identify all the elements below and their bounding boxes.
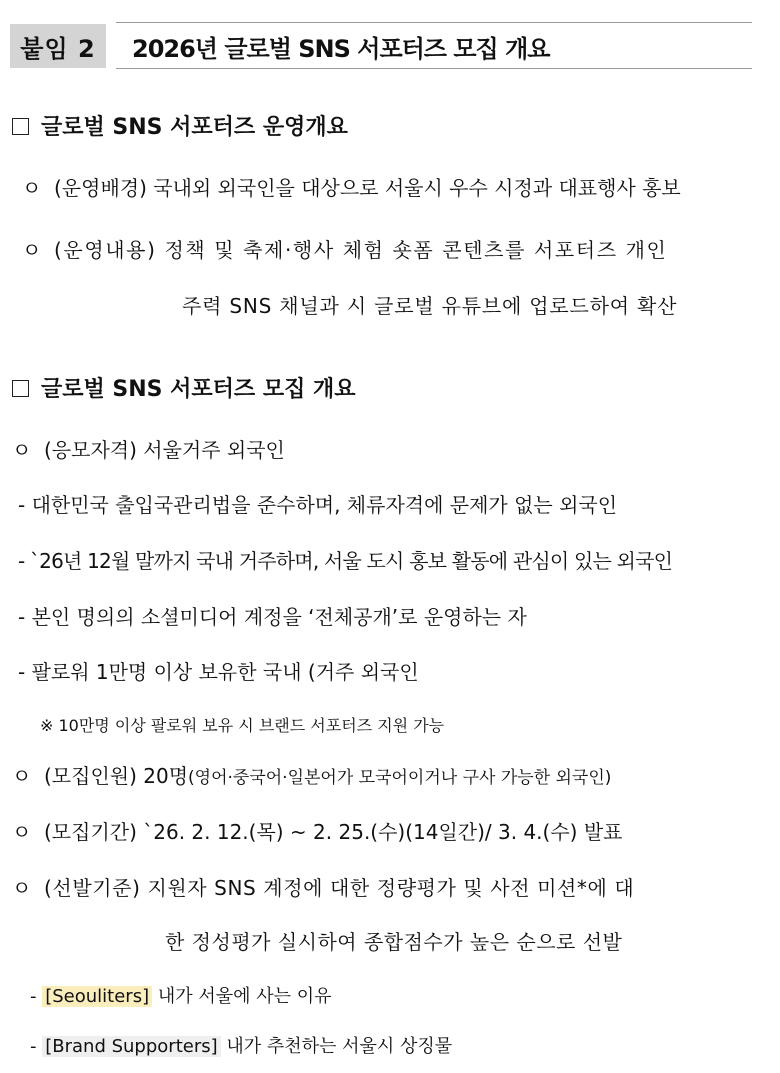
document-header <box>10 22 752 70</box>
operation-content-continued: 주력 SNS 채널과 시 글로벌 유튜브에 업로드하여 확산 <box>182 294 678 318</box>
document-title: 2026년 글로벌 SNS 서포터즈 모집 개요 <box>132 34 550 63</box>
section-heading-recruitment: 글로벌 SNS 서포터즈 모집 개요 <box>12 372 356 403</box>
mission-brand-supporters: - [Brand Supporters] 내가 추천하는 서울시 상징물 <box>30 1036 453 1057</box>
mission-tag-brand-supporters: [Brand Supporters] <box>42 1036 220 1057</box>
operation-background-item: ㅇ (운영배경) 국내외 외국인을 대상으로 서울시 우수 시정과 대표행사 홍보 <box>22 176 681 200</box>
recruit-count-detail: (영어·중국어·일본어가 모국어이거나 구사 가능한 외국인) <box>188 768 612 788</box>
recruit-count-item: ㅇ (모집인원) 20명(영어·중국어·일본어가 모국어이거나 구사 가능한 외국인) <box>12 764 612 788</box>
qualification-sub-1: - 대한민국 출입국관리법을 준수하며, 체류자격에 문제가 없는 외국인 <box>18 493 618 517</box>
mission-tag-seouliters: [Seouliters] <box>42 986 152 1007</box>
attachment-badge: 붙임 2 <box>10 24 106 68</box>
checkbox-square-icon <box>12 118 29 135</box>
qualification-note: ※ 10만명 이상 팔로워 보유 시 브랜드 서포터즈 지원 가능 <box>40 716 445 735</box>
selection-criteria-continued: 한 정성평가 실시하여 종합점수가 높은 순으로 선발 <box>165 930 623 954</box>
selection-criteria-item: ㅇ (선발기준) 지원자 SNS 계정에 대한 정량평가 및 사전 미션*에 대 <box>12 876 635 900</box>
section-heading-operation: 글로벌 SNS 서포터즈 운영개요 <box>12 110 348 141</box>
qualification-sub-2: - `26년 12월 말까지 국내 거주하며, 서울 도시 홍보 활동에 관심이 있는 외국인 <box>18 549 673 573</box>
qualification-sub-4: - 팔로워 1만명 이상 보유한 국내 (거주 외국인 <box>18 660 419 684</box>
checkbox-square-icon <box>12 380 29 397</box>
recruit-period-item: ㅇ (모집기간) `26. 2. 12.(목) ~ 2. 25.(수)(14일간)/ 3. 4.(수) 발표 <box>12 820 623 844</box>
header-top-rule <box>116 22 752 23</box>
mission-seouliters: - [Seouliters] 내가 서울에 사는 이유 <box>30 986 332 1007</box>
qualification-item: ㅇ (응모자격) 서울거주 외국인 <box>12 438 285 462</box>
header-bottom-rule <box>116 68 752 69</box>
operation-content-item: ㅇ (운영내용) 정책 및 축제·행사 체험 숏폼 콘텐츠를 서포터즈 개인 <box>22 238 668 262</box>
qualification-sub-3: - 본인 명의의 소셜미디어 계정을 ‘전체공개’로 운영하는 자 <box>18 605 527 629</box>
